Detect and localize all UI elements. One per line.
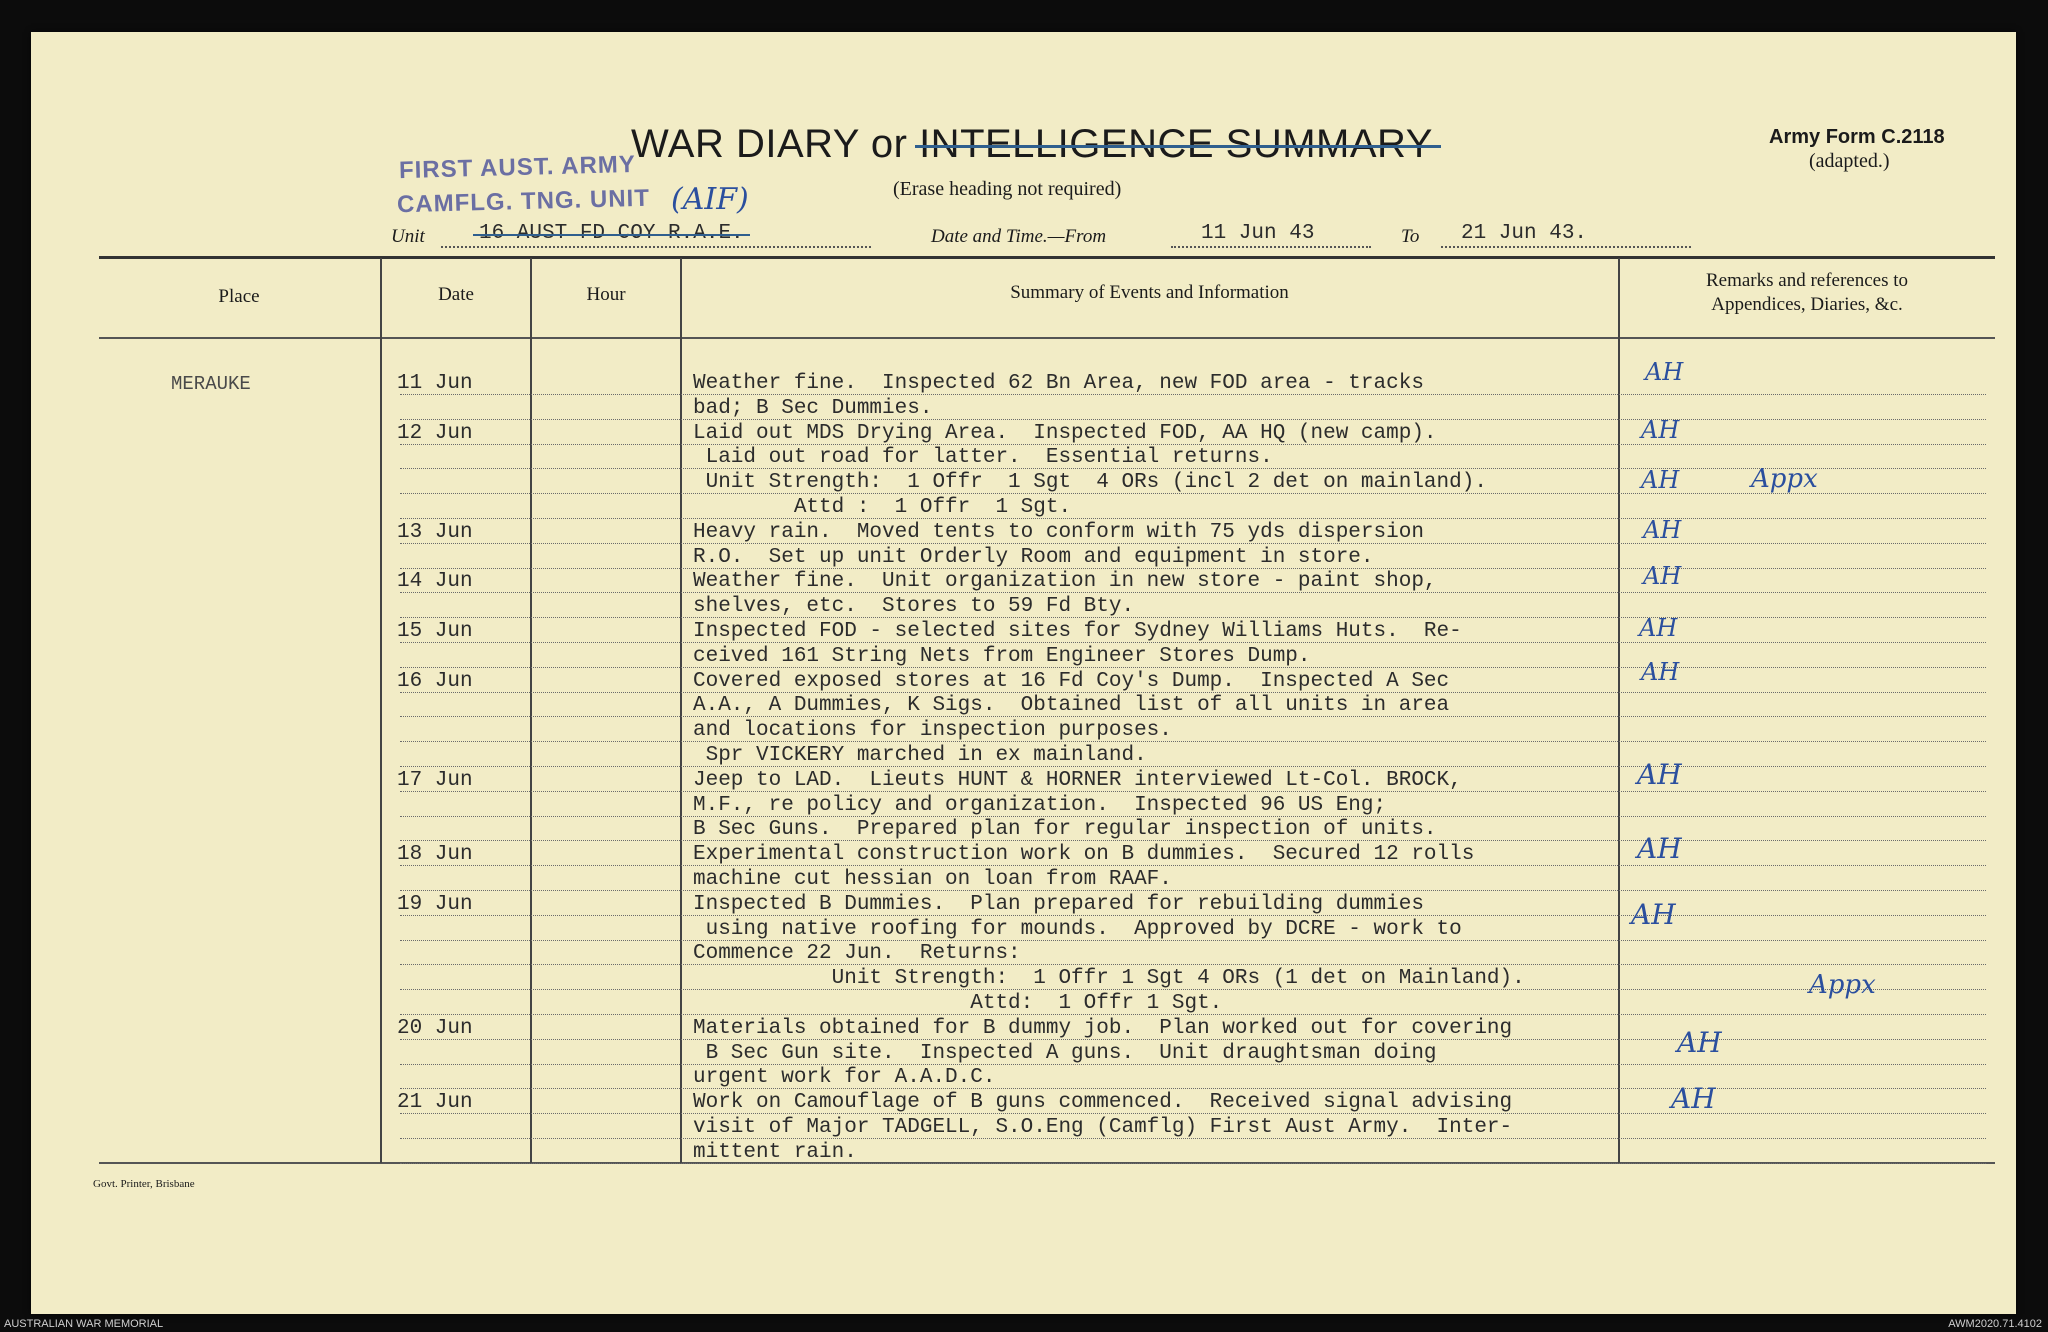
- remark-appx: Appx: [1809, 970, 1876, 1000]
- remark-initials: AH: [1641, 416, 1680, 444]
- remark-initials: AH: [1677, 1026, 1722, 1059]
- row-rule: [400, 419, 1986, 420]
- entry-summary: Materials obtained for B dummy job. Plan worked out for covering: [693, 1016, 1513, 1040]
- date-to-dotline: [1441, 246, 1691, 248]
- remark-initials: AH: [1641, 658, 1680, 686]
- col-divider-place: [380, 258, 382, 1163]
- remark-initials: AH: [1671, 1082, 1716, 1115]
- remark-appx: Appx: [1751, 464, 1818, 494]
- entry-summary: Attd: 1 Offr 1 Sgt.: [693, 992, 1223, 1015]
- entry-date: 16 Jun: [397, 669, 473, 693]
- remark-initials: AH: [1645, 358, 1684, 386]
- entry-summary: urgent work for A.A.D.C.: [693, 1066, 996, 1090]
- unit-label: Unit: [391, 226, 425, 247]
- unit-value: 16 AUST FD COY R.A.E.: [479, 222, 744, 245]
- row-rule: [400, 518, 1986, 519]
- entry-date: 13 Jun: [397, 520, 473, 544]
- entry-summary: Commence 22 Jun. Returns:: [693, 942, 1021, 966]
- entry-summary: Spr VICKERY marched in ex mainland.: [693, 744, 1147, 767]
- entry-date: 20 Jun: [397, 1016, 473, 1040]
- col-head-place: Place: [218, 286, 260, 307]
- entry-summary: using native roofing for mounds. Approved by DCRE - work to: [693, 917, 1462, 941]
- entry-summary: Inspected FOD - selected sites for Sydney Williams Huts. Re-: [693, 620, 1462, 643]
- unit-stamp-line2: CAMFLG. TNG. UNIT: [396, 184, 651, 219]
- col-head-hour: Hour: [586, 284, 626, 305]
- entry-summary: and locations for inspection purposes.: [693, 719, 1172, 743]
- handwritten-aif: (AIF): [671, 182, 749, 217]
- entry-summary: machine cut hessian on loan from RAAF.: [693, 868, 1172, 891]
- entry-summary: Laid out road for latter. Essential returns.: [693, 446, 1273, 470]
- remark-initials: AH: [1639, 614, 1678, 642]
- row-rule: [400, 1163, 1986, 1164]
- remark-initials: AH: [1641, 466, 1680, 494]
- entry-date: 18 Jun: [397, 843, 473, 867]
- entry-date: 12 Jun: [397, 421, 473, 445]
- printer-footer: Govt. Printer, Brisbane: [93, 1178, 195, 1190]
- entry-summary: Weather fine. Unit organization in new store - paint shop,: [693, 570, 1437, 594]
- date-to: 21 Jun 43.: [1461, 222, 1588, 245]
- diary-sheet: [31, 32, 2016, 1314]
- date-from-label: Date and Time.—From: [931, 226, 1107, 247]
- date-from: 11 Jun 43: [1201, 222, 1315, 245]
- col-head-date: Date: [438, 284, 474, 305]
- col-head-remarks-1: Remarks and references to: [1705, 270, 1909, 291]
- entry-summary: visit of Major TADGELL, S.O.Eng (Camflg) First Aust Army. Inter-: [693, 1116, 1513, 1139]
- remark-initials: AH: [1637, 832, 1682, 865]
- unit-dotline: [441, 246, 871, 248]
- entry-date: 14 Jun: [397, 570, 473, 594]
- row-rule: [400, 741, 1986, 742]
- entry-summary: Jeep to LAD. Lieuts HUNT & HORNER interviewed Lt-Col. BROCK,: [693, 768, 1462, 792]
- entry-summary: M.F., re policy and organization. Inspected 96 US Eng;: [693, 793, 1387, 817]
- entry-summary: shelves, etc. Stores to 59 Fd Bty.: [693, 595, 1135, 619]
- entry-date: 15 Jun: [397, 620, 473, 643]
- remark-initials: AH: [1643, 562, 1682, 590]
- remark-initials: AH: [1643, 516, 1682, 544]
- page-title: [631, 122, 1433, 167]
- entry-summary: ceived 161 String Nets from Engineer Stores Dump.: [693, 644, 1311, 668]
- entry-summary: Work on Camouflage of B guns commenced. Received signal advising: [693, 1091, 1513, 1115]
- form-number: Army Form C.2118: [1769, 126, 1945, 148]
- entry-date: 17 Jun: [397, 768, 473, 792]
- date-to-label: To: [1401, 226, 1420, 247]
- entry-summary: Covered exposed stores at 16 Fd Coy's Dump. Inspected A Sec: [693, 669, 1450, 693]
- entry-summary: Laid out MDS Drying Area. Inspected FOD, AA HQ (new camp).: [693, 421, 1437, 445]
- entry-summary: Attd : 1 Offr 1 Sgt.: [693, 496, 1072, 519]
- credit-left: AUSTRALIAN WAR MEMORIAL: [4, 1318, 164, 1330]
- title-main: WAR DIARY or: [631, 122, 908, 166]
- erase-note: (Erase heading not required): [893, 178, 1122, 200]
- remark-initials: AH: [1631, 898, 1676, 931]
- entry-summary: Unit Strength: 1 Offr 1 Sgt 4 ORs (1 det on Mainland).: [693, 967, 1525, 991]
- table-top-rule: [99, 256, 1995, 259]
- row-rule: [400, 964, 1986, 965]
- col-head-summary: Summary of Events and Information: [1010, 282, 1289, 303]
- entry-date: 21 Jun: [397, 1091, 473, 1115]
- entry-summary: mittent rain.: [693, 1140, 857, 1164]
- form-sub: (adapted.): [1809, 150, 1890, 172]
- entry-summary: Unit Strength: 1 Offr 1 Sgt 4 ORs (incl 2 det on mainland).: [693, 471, 1487, 495]
- entry-summary: Inspected B Dummies. Plan prepared for rebuilding dummies: [693, 892, 1424, 916]
- unit-stamp-line1: FIRST AUST. ARMY: [398, 150, 637, 185]
- place-value: MERAUKE: [171, 373, 251, 395]
- row-rule: [400, 617, 1986, 618]
- remark-initials: AH: [1637, 758, 1682, 791]
- date-from-dotline: [1171, 246, 1371, 248]
- col-head-remarks-2: Appendices, Diaries, &c.: [1711, 294, 1903, 315]
- entry-date: 19 Jun: [397, 892, 473, 916]
- entry-summary: A.A., A Dummies, K Sigs. Obtained list of all units in area: [693, 694, 1450, 718]
- row-rule: [400, 890, 1986, 891]
- table-header-rule: [99, 337, 1995, 339]
- entry-summary: B Sec Gun site. Inspected A guns. Unit draughtsman doing: [693, 1041, 1437, 1065]
- title-struck: INTELLIGENCE SUMMARY: [919, 122, 1433, 166]
- row-rule: [400, 1088, 1986, 1089]
- entry-summary: Experimental construction work on B dummies. Secured 12 rolls: [693, 843, 1475, 867]
- entry-date: 11 Jun: [397, 372, 473, 395]
- row-rule: [400, 766, 1986, 767]
- entry-summary: bad; B Sec Dummies.: [693, 396, 933, 420]
- entry-summary: R.O. Set up unit Orderly Room and equipment in store.: [693, 545, 1374, 569]
- credit-right: AWM2020.71.4102: [1948, 1318, 2042, 1330]
- entry-summary: Weather fine. Inspected 62 Bn Area, new FOD area - tracks: [693, 372, 1424, 395]
- entry-summary: Heavy rain. Moved tents to conform with 75 yds dispersion: [693, 520, 1424, 544]
- entry-summary: B Sec Guns. Prepared plan for regular inspection of units.: [693, 818, 1437, 842]
